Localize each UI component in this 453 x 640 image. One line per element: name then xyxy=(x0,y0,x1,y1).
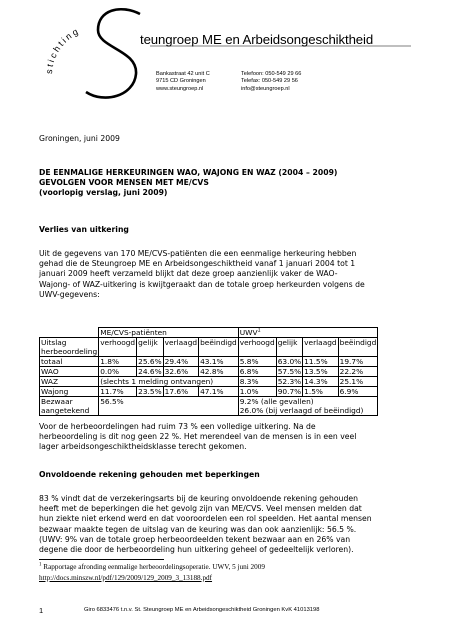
table-cell: 8.3% xyxy=(238,377,276,387)
table-cell-span: 56.5% xyxy=(99,397,239,416)
footnote-divider xyxy=(39,559,164,560)
column-header: gelijk xyxy=(137,338,163,357)
section-heading: Onvoldoende rekening gehouden met beperkingen xyxy=(39,470,260,479)
footnote-text: Rapportage afronding eenmalige herbeoordelingsoperatie. UWV, 5 juni 2009 xyxy=(41,563,265,571)
table-corner xyxy=(40,328,99,338)
label-line: aangetekend xyxy=(41,406,90,415)
table-cell: 0.0% xyxy=(99,367,137,377)
table-cell: 1.5% xyxy=(303,387,338,397)
row-label: totaal xyxy=(40,357,99,367)
address-block xyxy=(156,71,210,93)
table-cell-span: (slechts 1 melding ontvangen) xyxy=(99,377,239,387)
text-line: (UWV: 9% van de totale groep herbeoordeelden tekent bezwaar aan en 26% van xyxy=(39,534,351,544)
table-cell: 23.5% xyxy=(138,387,162,396)
table-cell: 90.7% xyxy=(277,387,302,396)
contact-line: Telefax: 050-549 29 56 xyxy=(241,78,298,85)
table-cell: 6.9% xyxy=(338,387,378,397)
table-cell: 25.1% xyxy=(338,377,378,387)
column-header: verhoogd xyxy=(99,338,137,357)
table-cell: 1.8% xyxy=(99,357,137,367)
footnote xyxy=(39,563,265,571)
address-line: www.steungroep.nl xyxy=(156,85,204,92)
footer-text: Giro 6833476 t.n.v. St. Steungroep ME en Arbeidsongeschiktheid Groningen KvK 41013198 xyxy=(84,607,320,613)
paragraph xyxy=(39,422,356,453)
table-cell: 24.6% xyxy=(138,367,162,376)
results-table xyxy=(39,327,378,416)
table-row xyxy=(40,357,378,367)
date-line: Groningen, juni 2009 xyxy=(39,134,120,143)
row-label-header xyxy=(40,338,99,357)
table-cell: 6.8% xyxy=(238,367,276,377)
table-cell: 29.4% xyxy=(163,357,198,367)
table-cell-span xyxy=(238,397,378,416)
contact-line: info@steungroep.nl xyxy=(241,85,290,92)
brand-name: teungroep ME en Arbeidsongeschiktheid xyxy=(140,32,374,47)
contact-line: Telefoon: 050-549 29 66 xyxy=(241,71,302,77)
text-line: UWV-gegevens: xyxy=(39,289,100,299)
document-title xyxy=(39,168,337,199)
column-header: verlaagd xyxy=(303,338,338,357)
table-cell: 42.8% xyxy=(199,367,239,377)
column-header: verlaagd xyxy=(163,338,198,357)
cell-line: 26.0% (bij verlaagd of beëindigd) xyxy=(239,406,364,415)
row-label xyxy=(40,397,99,416)
logo-curved-text: stichting xyxy=(43,25,82,75)
title-line: GEVOLGEN VOOR MENSEN MET ME/CVS xyxy=(39,178,209,188)
table-cell: 57.5% xyxy=(277,367,302,376)
page-number: 1 xyxy=(39,606,44,615)
table-cell: 32.6% xyxy=(163,367,198,377)
group-header-uwv xyxy=(238,328,378,338)
address-line: Bankastraat 42 unit C xyxy=(156,71,210,77)
label-line: Bezwaar xyxy=(41,397,73,406)
column-header: verhoogd xyxy=(238,338,276,357)
row-label: Wajong xyxy=(40,387,99,397)
label-line: herbeoordeling xyxy=(41,347,98,356)
logo xyxy=(0,0,453,110)
group-header-me: ME/CVS-patiënten xyxy=(99,328,239,338)
table-cell: 63.0% xyxy=(277,357,302,366)
row-label: WAO xyxy=(40,367,99,377)
text-line: 83 % vindt dat de verzekeringsarts bij de keuring onvoldoende rekening gehouden xyxy=(39,494,358,503)
text-line: lager arbeidsongeschiktheidsklasse terecht gekomen. xyxy=(39,442,247,452)
table-row xyxy=(40,377,378,387)
text-line: Voor de herbeoordelingen had ruim 73 % een volledige uitkering. Na de xyxy=(39,422,316,431)
table-cell: 11.7% xyxy=(99,387,137,397)
table-cell: 17.6% xyxy=(163,387,198,397)
footnote-link[interactable]: http://docs.minszw.nl/pdf/129/2009/129_2009_3_13188.pdf xyxy=(39,574,213,582)
column-header: beëindigd xyxy=(199,338,239,357)
text-line: degene die door de herbeoordeling hun uitkering geheel of gedeeltelijk verloren). xyxy=(39,544,354,554)
table-subheader-row xyxy=(40,338,378,357)
uwv-label: UWV xyxy=(239,328,258,337)
section-heading: Verlies van uitkering xyxy=(39,225,129,234)
text-line: hun ziekte niet erkend werd en dat vooroordelen een rol speelden. Het aantal mensen xyxy=(39,514,372,524)
column-header: gelijk xyxy=(276,338,302,357)
column-header: beëindigd xyxy=(338,338,378,357)
table-cell: 11.5% xyxy=(303,357,338,367)
paragraph xyxy=(39,494,372,555)
text-line: gehad die de Steungroep ME en Arbeidsongeschiktheid vanaf 1 januari 2004 tot 1 xyxy=(39,259,356,269)
table-row xyxy=(40,367,378,377)
footnote-mark: 1 xyxy=(257,327,261,334)
table-cell: 5.8% xyxy=(238,357,276,367)
table-cell: 25.6% xyxy=(138,357,162,366)
svg-text:stichting xyxy=(44,26,82,75)
title-line: DE EENMALIGE HERKEURINGEN WAO, WAJONG EN WAZ (2004 – 2009) xyxy=(39,168,338,177)
table-cell: 43.1% xyxy=(199,357,239,367)
table-cell: 47.1% xyxy=(199,387,239,397)
text-line: heeft met de beperkingen die het gevolg zijn van ME/CVS. Veel mensen melden dat xyxy=(39,504,362,514)
text-line: bezwaar maakte tegen de uitslag van de keuring was dan ook aanzienlijk: 56.5 %. xyxy=(39,524,357,534)
table-cell: 52.3% xyxy=(277,377,302,386)
text-line: januari 2009 heeft verzameld blijkt dat deze groep aanzienlijk vaker de WAO- xyxy=(39,269,338,279)
cell-line: 9.2% (alle gevallen) xyxy=(239,397,314,406)
text-line: Uit de gegevens van 170 ME/CVS-patiënten die een eenmalige herkeuring hebben xyxy=(39,249,357,258)
table-cell: 14.3% xyxy=(303,377,338,387)
text-line: Wajong- of WAZ-uitkering is kwijtgeraakt dan de totale groep herkeurden volgens de xyxy=(39,279,365,289)
table-row xyxy=(40,387,378,397)
table-header-row xyxy=(40,328,378,338)
title-line: (voorlopig verslag, juni 2009) xyxy=(39,188,168,198)
text-line: herbeoordeling is dit nog geen 22 %. Het merendeel van de mensen is in een veel xyxy=(39,432,357,442)
contact-block xyxy=(241,71,301,93)
address-line: 9715 CD Groningen xyxy=(156,78,206,85)
row-label: WAZ xyxy=(40,377,99,387)
table-cell: 13.5% xyxy=(303,367,338,377)
table-cell: 1.0% xyxy=(238,387,276,397)
table-cell: 22.2% xyxy=(338,367,378,377)
footnote-mark: 1 xyxy=(39,562,42,568)
paragraph xyxy=(39,249,365,300)
table-cell: 19.7% xyxy=(338,357,378,367)
table-row-bezwaar xyxy=(40,397,378,416)
label-line: Uitslag xyxy=(41,338,67,347)
